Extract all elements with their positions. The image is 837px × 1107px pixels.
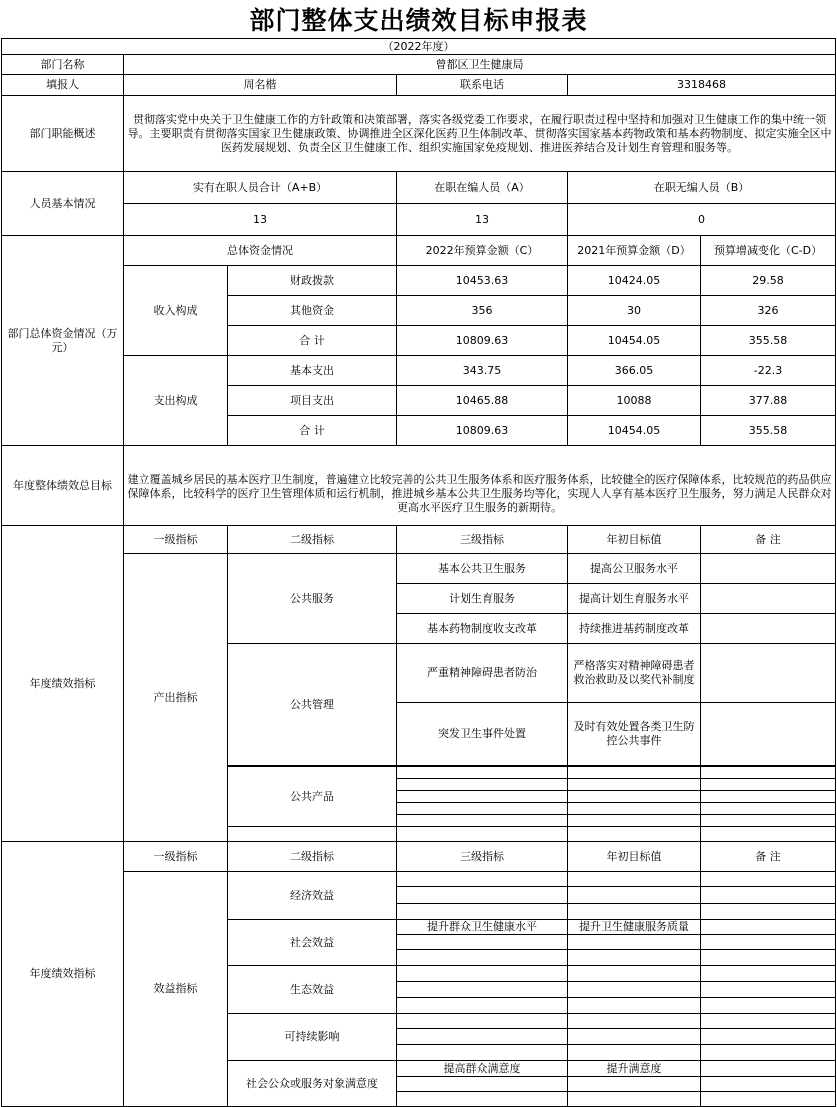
ps-note <box>701 584 836 614</box>
ind-header-target: 年初目标值 <box>568 842 701 872</box>
blank-cell <box>701 1045 836 1061</box>
blank-cell <box>568 935 701 950</box>
income-row-c: 356 <box>397 296 568 326</box>
ind-header-l2: 二级指标 <box>228 526 397 554</box>
blank-cell <box>397 779 568 791</box>
income-row-name: 财政拨款 <box>228 266 397 296</box>
benefit-block-label: 年度绩效指标 <box>2 842 124 1107</box>
staff-label: 人员基本情况 <box>2 172 124 236</box>
economic-label: 经济效益 <box>228 872 397 920</box>
blank-cell <box>568 767 701 779</box>
blank-cell <box>397 767 568 779</box>
blank-cell <box>397 1029 568 1045</box>
expense-row-c: 10465.88 <box>397 386 568 416</box>
expense-row-diff: 377.88 <box>701 386 836 416</box>
blank-cell <box>397 872 568 887</box>
blank-cell <box>701 779 836 791</box>
blank-cell <box>701 815 836 827</box>
blank-cell <box>568 803 701 815</box>
funds-header: 总体资金情况 <box>124 236 397 266</box>
public-product-label: 公共产品 <box>228 767 397 827</box>
performance-form-table <box>1 38 836 1107</box>
blank-cell <box>701 904 836 920</box>
ps-target: 提高公卫服务水平 <box>568 554 701 584</box>
satisfaction-label: 社会公众或服务对象满意度 <box>228 1061 397 1107</box>
benefit-level1: 效益指标 <box>124 872 228 1107</box>
social-l3: 提升群众卫生健康水平 <box>397 920 568 935</box>
blank-cell <box>568 1077 701 1092</box>
ind-header-note: 备 注 <box>701 842 836 872</box>
ind-header-l2: 二级指标 <box>228 842 397 872</box>
public-mgmt-label: 公共管理 <box>228 644 397 766</box>
blank-cell <box>397 1077 568 1092</box>
ps-target: 提高计划生育服务水平 <box>568 584 701 614</box>
blank-cell <box>397 935 568 950</box>
staff-total: 13 <box>124 204 397 236</box>
blank-cell <box>701 1092 836 1107</box>
year-label: （2022年度） <box>2 39 836 55</box>
blank-cell <box>701 1029 836 1045</box>
expense-row-diff: -22.3 <box>701 356 836 386</box>
funds-col-diff: 预算增减变化（C-D） <box>701 236 836 266</box>
blank-cell <box>568 904 701 920</box>
blank-cell <box>701 998 836 1014</box>
blank-cell <box>397 950 568 966</box>
duties-text: 贯彻落实党中央关于卫生健康工作的方针政策和决策部署，落实各级党委工作要求，在履行职责过程中坚持和加强对卫生健康工作的集中统一领导。主要职责有贯彻落实国家卫生健康政策、协调推进全区深化医药卫生体制改革、贯彻落实国家基本药物政策和基本药物制度、拟定实施全区中医药发展规划、负责全区卫生健康工作、组织实施国家免疫规划、推进医养结合及计划生育管理和服务等。 <box>124 96 836 172</box>
output-block-label: 年度绩效指标 <box>2 526 124 842</box>
ps-l3: 基本公共卫生服务 <box>397 554 568 584</box>
ps-note <box>701 614 836 644</box>
social-note <box>701 920 836 935</box>
expense-label: 支出构成 <box>124 356 228 446</box>
income-total-diff: 355.58 <box>701 326 836 356</box>
income-total-name: 合 计 <box>228 326 397 356</box>
output-level1: 产出指标 <box>124 554 228 842</box>
pm-l3: 突发卫生事件处置 <box>397 703 568 766</box>
filler-name: 周名楷 <box>124 75 397 96</box>
duties-label: 部门职能概述 <box>2 96 124 172</box>
income-label: 收入构成 <box>124 266 228 356</box>
blank-cell <box>397 1092 568 1107</box>
blank-cell <box>397 982 568 998</box>
blank-cell <box>701 791 836 803</box>
pm-target: 严格落实对精神障碍患者救治救助及以奖代补制度 <box>568 644 701 703</box>
blank-l2 <box>228 827 397 842</box>
blank-cell <box>701 1014 836 1029</box>
expense-total-diff: 355.58 <box>701 416 836 446</box>
public-service-label: 公共服务 <box>228 554 397 644</box>
blank-cell <box>397 1014 568 1029</box>
blank-cell <box>568 815 701 827</box>
goal-text: 建立覆盖城乡居民的基本医疗卫生制度，普遍建立比较完善的公共卫生服务体系和医疗服务体系，比较健全的医疗保障体系，比较规范的药品供应保障体系，比较科学的医疗卫生管理体质和运行机制，推进城乡基本公共卫生服务均等化，实现人人享有基本医疗卫生服务，努力满足人民群众对更高水平医疗卫生服务的新期待。 <box>124 446 836 526</box>
social-target: 提升卫生健康服务质量 <box>568 920 701 935</box>
blank-cell <box>701 887 836 904</box>
blank-cell <box>701 935 836 950</box>
blank-cell <box>397 966 568 982</box>
blank-cell <box>397 791 568 803</box>
ind-header-l1: 一级指标 <box>124 842 228 872</box>
staff-header-a: 在职在编人员（A） <box>397 172 568 204</box>
sustain-label: 可持续影响 <box>228 1014 397 1061</box>
expense-row-name: 项目支出 <box>228 386 397 416</box>
income-row-name: 其他资金 <box>228 296 397 326</box>
staff-a: 13 <box>397 204 568 236</box>
pm-l3: 严重精神障碍患者防治 <box>397 644 568 703</box>
pm-note <box>701 644 836 703</box>
dept-name-label: 部门名称 <box>2 55 124 75</box>
blank-cell <box>701 1077 836 1092</box>
sat-note <box>701 1061 836 1077</box>
expense-row-d: 366.05 <box>568 356 701 386</box>
blank-cell <box>397 1045 568 1061</box>
funds-col-d: 2021年预算金额（D） <box>568 236 701 266</box>
blank-cell <box>397 803 568 815</box>
form-title: 部门整体支出绩效目标申报表 <box>249 6 588 35</box>
blank-cell <box>568 1092 701 1107</box>
ind-header-l3: 三级指标 <box>397 842 568 872</box>
expense-total-d: 10454.05 <box>568 416 701 446</box>
income-row-diff: 326 <box>701 296 836 326</box>
blank-cell <box>568 950 701 966</box>
ps-target: 持续推进基药制度改革 <box>568 614 701 644</box>
pm-note <box>701 703 836 766</box>
goal-label: 年度整体绩效总目标 <box>2 446 124 526</box>
blank-cell <box>568 779 701 791</box>
expense-row-c: 343.75 <box>397 356 568 386</box>
blank-cell <box>568 791 701 803</box>
blank-cell <box>568 1014 701 1029</box>
expense-total-name: 合 计 <box>228 416 397 446</box>
blank-cell <box>568 982 701 998</box>
staff-header-b: 在职无编人员（B） <box>568 172 836 204</box>
blank-cell <box>568 1045 701 1061</box>
funds-col-c: 2022年预算金额（C） <box>397 236 568 266</box>
income-row-d: 10424.05 <box>568 266 701 296</box>
blank-cell <box>397 815 568 827</box>
social-label: 社会效益 <box>228 920 397 966</box>
blank-cell <box>701 827 836 842</box>
blank-cell <box>397 998 568 1014</box>
expense-row-d: 10088 <box>568 386 701 416</box>
blank-cell <box>397 887 568 904</box>
funds-label: 部门总体资金情况（万元） <box>2 236 124 446</box>
ind-header-l1: 一级指标 <box>124 526 228 554</box>
income-total-c: 10809.63 <box>397 326 568 356</box>
sat-l3: 提高群众满意度 <box>397 1061 568 1077</box>
blank-cell <box>568 998 701 1014</box>
filler-label: 填报人 <box>2 75 124 96</box>
ind-header-l3: 三级指标 <box>397 526 568 554</box>
blank-cell <box>568 1029 701 1045</box>
blank-cell <box>568 872 701 887</box>
blank-cell <box>701 872 836 887</box>
income-row-c: 10453.63 <box>397 266 568 296</box>
phone-label: 联系电话 <box>397 75 568 96</box>
ps-l3: 基本药物制度收支改革 <box>397 614 568 644</box>
ind-header-note: 备 注 <box>701 526 836 554</box>
pm-target: 及时有效处置各类卫生防控公共事件 <box>568 703 701 766</box>
blank-cell <box>397 827 568 842</box>
ind-header-target: 年初目标值 <box>568 526 701 554</box>
income-total-d: 10454.05 <box>568 326 701 356</box>
staff-b: 0 <box>568 204 836 236</box>
staff-header-total: 实有在职人员合计（A+B） <box>124 172 397 204</box>
blank-cell <box>568 827 701 842</box>
blank-cell <box>568 966 701 982</box>
blank-cell <box>397 904 568 920</box>
blank-cell <box>701 803 836 815</box>
income-row-diff: 29.58 <box>701 266 836 296</box>
ps-note <box>701 554 836 584</box>
ps-l3: 计划生育服务 <box>397 584 568 614</box>
sat-target: 提升满意度 <box>568 1061 701 1077</box>
blank-cell <box>701 966 836 982</box>
income-row-d: 30 <box>568 296 701 326</box>
eco-env-label: 生态效益 <box>228 966 397 1014</box>
blank-cell <box>568 887 701 904</box>
expense-row-name: 基本支出 <box>228 356 397 386</box>
blank-cell <box>701 982 836 998</box>
blank-cell <box>701 950 836 966</box>
expense-total-c: 10809.63 <box>397 416 568 446</box>
phone-value: 3318468 <box>568 75 836 96</box>
dept-name-value: 曾都区卫生健康局 <box>124 55 836 75</box>
blank-cell <box>701 767 836 779</box>
